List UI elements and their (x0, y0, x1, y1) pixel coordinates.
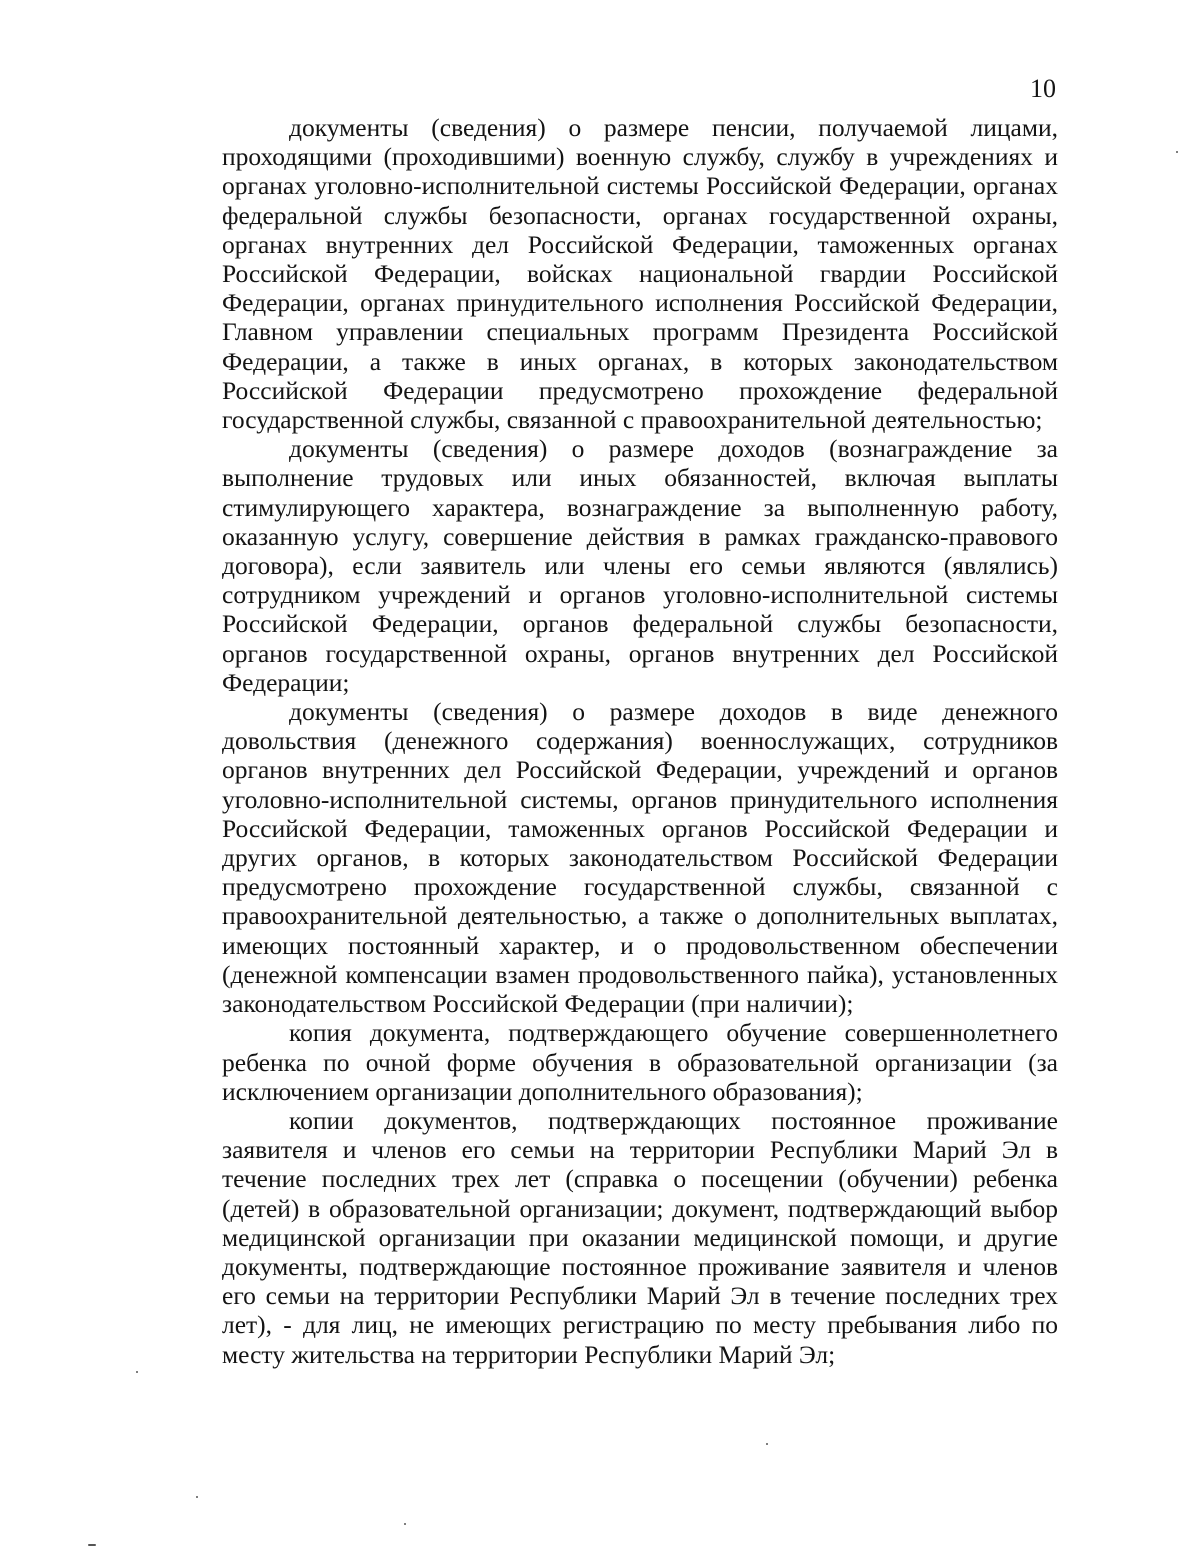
document-body (222, 113, 1058, 1369)
scan-speck (88, 1544, 96, 1546)
scan-speck (766, 1443, 768, 1445)
scan-speck (136, 1371, 138, 1373)
scan-speck (1176, 151, 1178, 153)
paragraph-allowance-documents: документы (сведения) о размере доходов в виде денежного довольствия (денежного содержания) военнослужащих, сотрудников органов внутренних дел Российской Федерации, учреждений и органов уголовно-исполнительной системы, органов принудительного исполнения Российской Федерации, таможенных органов Российской Федерации и других органов, в которых законодательством Российской Федерации предусмотрено прохождение государственной службы, связанной с правоохранительной деятельностью, а также о дополнительных выплатах, имеющих постоянный характер, и о продовольственном обеспечении (денежной компенсации взамен продовольственного пайка), установленных законодательством Российской Федерации (при наличии); (222, 697, 1058, 1019)
paragraph-education-copy: копия документа, подтверждающего обучение совершеннолетнего ребенка по очной форме обучения в образовательной организации (за исключением организации дополнительного образования); (222, 1018, 1058, 1106)
paragraph-residence-copies: копии документов, подтверждающих постоянное проживание заявителя и членов его семьи на территории Республики Марий Эл в течение последних трех лет (справка о посещении (обучении) ребенка (детей) в образовательной организации; документ, подтверждающий выбор медицинской организации при оказании медицинской помощи, и другие документы, подтверждающие постоянное проживание заявителя и членов его семьи на территории Республики Марий Эл в течение последних трех лет), - для лиц, не имеющих регистрацию по месту пребывания либо по месту жительства на территории Республики Марий Эл; (222, 1105, 1058, 1369)
scan-speck (404, 1523, 406, 1525)
paragraph-pension-documents: документы (сведения) о размере пенсии, получаемой лицами, проходящими (проходившими) военную службу, службу в учреждениях и органах уголовно-исполнительной системы Российской Федерации, органах федеральной службы безопасности, органах государственной охраны, органах внутренних дел Российской Федерации, таможенных органах Российской Федерации, войсках национальной гвардии Российской Федерации, органах принудительного исполнения Российской Федерации, Главном управлении специальных программ Президента Российской Федерации, а также в иных органах, в которых законодательством Российской Федерации предусмотрено прохождение федеральной государственной службы, связанной с правоохранительной деятельностью; (222, 113, 1058, 435)
paragraph-income-documents: документы (сведения) о размере доходов (вознаграждение за выполнение трудовых или иных обязанностей, включая выплаты стимулирующего характера, вознаграждение за выполненную работу, оказанную услугу, совершение действия в рамках гражданско-правового договора), если заявитель или члены его семьи являются (являлись) сотрудником учреждений и органов уголовно-исполнительной системы Российской Федерации, органов федеральной службы безопасности, органов государственной охраны, органов внутренних дел Российской Федерации; (222, 434, 1058, 697)
scan-speck (196, 1496, 198, 1498)
page-number: 10 (1030, 74, 1056, 103)
